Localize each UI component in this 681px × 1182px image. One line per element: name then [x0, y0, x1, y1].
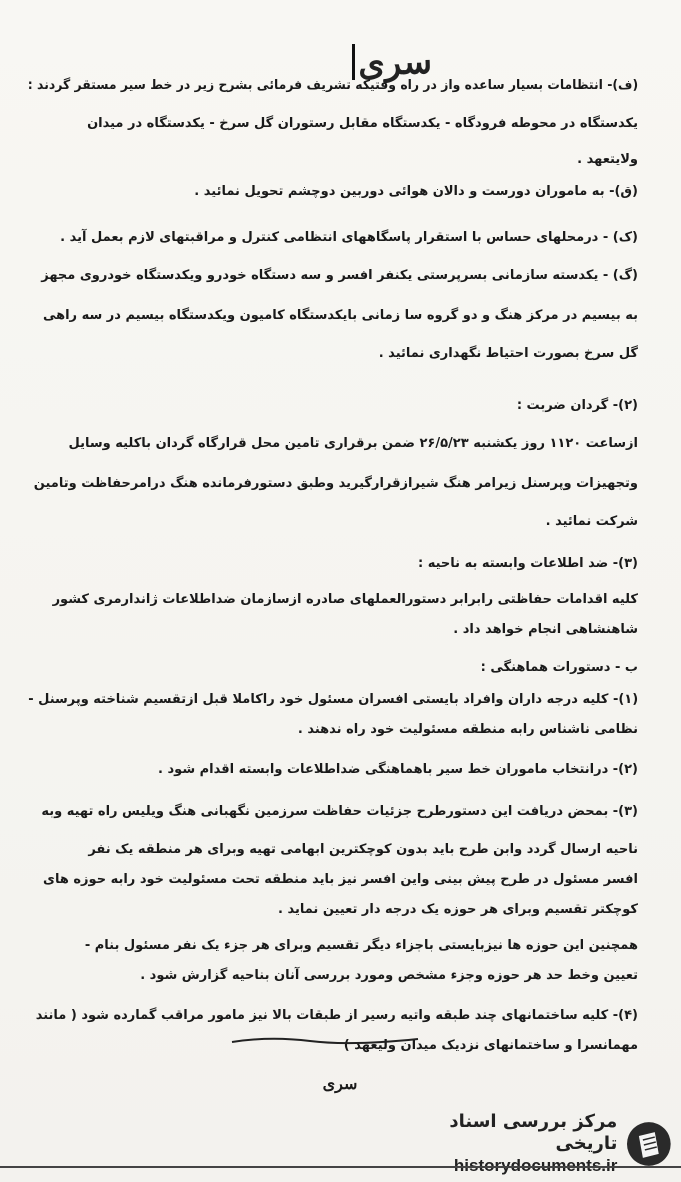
text-line-l14: کلیه اقدامات حفاظتی رابرابر دستورالعملهای صادره ازسازمان ضداطلاعات ژاندارمری کشور	[52, 592, 638, 607]
text-line-l6: (گ) - یکدسته سازمانی بسرپرستی یکنفر افسر و سه دستگاه خودرو ویکدستگاه خودروی مجهز	[41, 268, 638, 283]
text-line-l25: تعیین وخط حد هر حوزه وجزء مشخص ومورد بررسی آنان بناحیه گزارش شود .	[140, 968, 638, 983]
text-line-l4: (ق)- به ماموران دورست و دالان هوائی دوربین دوچشم تحویل نمائید .	[194, 184, 638, 199]
text-line-l12: شرکت نمائید .	[545, 514, 638, 529]
classification-stamp-top: سری	[357, 41, 433, 85]
text-line-l16: ب - دستورات هماهنگی :	[480, 660, 638, 675]
text-line-l18: نظامی ناشناس رابه منطقه مسئولیت خود راه ندهند .	[297, 722, 638, 737]
text-line-l5: (ک) - درمحلهای حساس با استقرار پاسگاههای انتظامی کنترل و مراقبتهای لازم بعمل آید .	[60, 230, 638, 245]
text-line-l9: (۲)- گردان ضربت :	[516, 398, 638, 413]
text-line-l2: یکدستگاه در محوطه فرودگاه - یکدستگاه مقابل رستوران گل سرخ - یکدستگاه در میدان	[87, 116, 638, 131]
text-line-l27: مهمانسرا و ساختمانهای نزدیک میدان ولیعهد )	[343, 1038, 638, 1053]
text-line-l17: (۱)- کلیه درجه داران وافراد بایستی افسران مسئول خود راکاملا قبل ازتقسیم شناخته وپرسنل -	[28, 692, 638, 707]
text-line-l21: ناحیه ارسال گردد وابن طرح باید بدون کوچکترین ابهامی تهیه وبرای هر منطقه یک نفر	[88, 842, 638, 857]
handwritten-underline-icon	[230, 1034, 420, 1046]
classification-stamp-bottom: سری	[322, 1074, 358, 1093]
footer-title: مرکز بررسی اسناد تاریخی	[449, 1111, 618, 1154]
archive-logo-icon	[625, 1120, 673, 1168]
text-line-l22: افسر مسئول در طرح پیش بینی واین افسر نیز باید منطقه تحت مسئولیت خود رابه حوزه های	[43, 872, 638, 887]
text-line-l24: همچنین این حوزه ها نیزبایستی باجزاء دیگر تقسیم وبرای هر جزء یک نفر مسئول بنام -	[84, 938, 638, 953]
text-line-l19: (۲)- درانتخاب ماموران خط سیر باهماهنگی ضداطلاعات وابسته اقدام شود .	[158, 762, 638, 777]
text-line-l3: ولایتعهد .	[577, 152, 638, 167]
text-line-l11: وتجهیزات وپرسنل زیرامر هنگ شیرازقرارگیرید وطبق دستورفرمانده هنگ درامرحفاظت وتامین	[33, 476, 638, 491]
archive-footer	[383, 1111, 673, 1170]
text-line-l15: شاهنشاهی انجام خواهد داد .	[453, 622, 638, 637]
text-line-l8: گل سرخ بصورت احتیاط نگهداری نمائید .	[378, 346, 638, 361]
footer-rule	[0, 1166, 681, 1168]
text-line-l23: کوچکتر تقسیم وبرای هر حوزه یک درجه دار تعیین نماید .	[277, 902, 638, 917]
text-line-l7: به بیسیم در مرکز هنگ و دو گروه سا زمانی بایکدستگاه کامیون ویکدستگاه بیسیم در سه راهی	[42, 308, 638, 323]
text-line-l10: ازساعت ۱۱۲۰ روز یکشنبه ۲۶/۵/۲۳ ضمن برقراری تامین محل قرارگاه گردان باکلیه وسایل	[68, 436, 638, 451]
text-line-l13: (۳)- ضد اطلاعات وابسته به ناحیه :	[418, 556, 638, 571]
text-line-l1: (ف)- انتظامات بسیار ساعده واز در راه وقتیکه تشریف فرمائی بشرح زیر در خط سیر مستقر گردند :	[27, 78, 638, 93]
text-line-l20: (۳)- بمحض دریافت این دستورطرح جزئیات حفاظت سرزمین نگهبانی هنگ ویلیس راه تهیه وبه	[41, 804, 638, 819]
text-line-l26: (۴)- کلیه ساختمانهای چند طبقه واتیه رسیر از طبقات بالا نیز مامور مراقب گمارده شود ( مانند	[35, 1008, 638, 1023]
